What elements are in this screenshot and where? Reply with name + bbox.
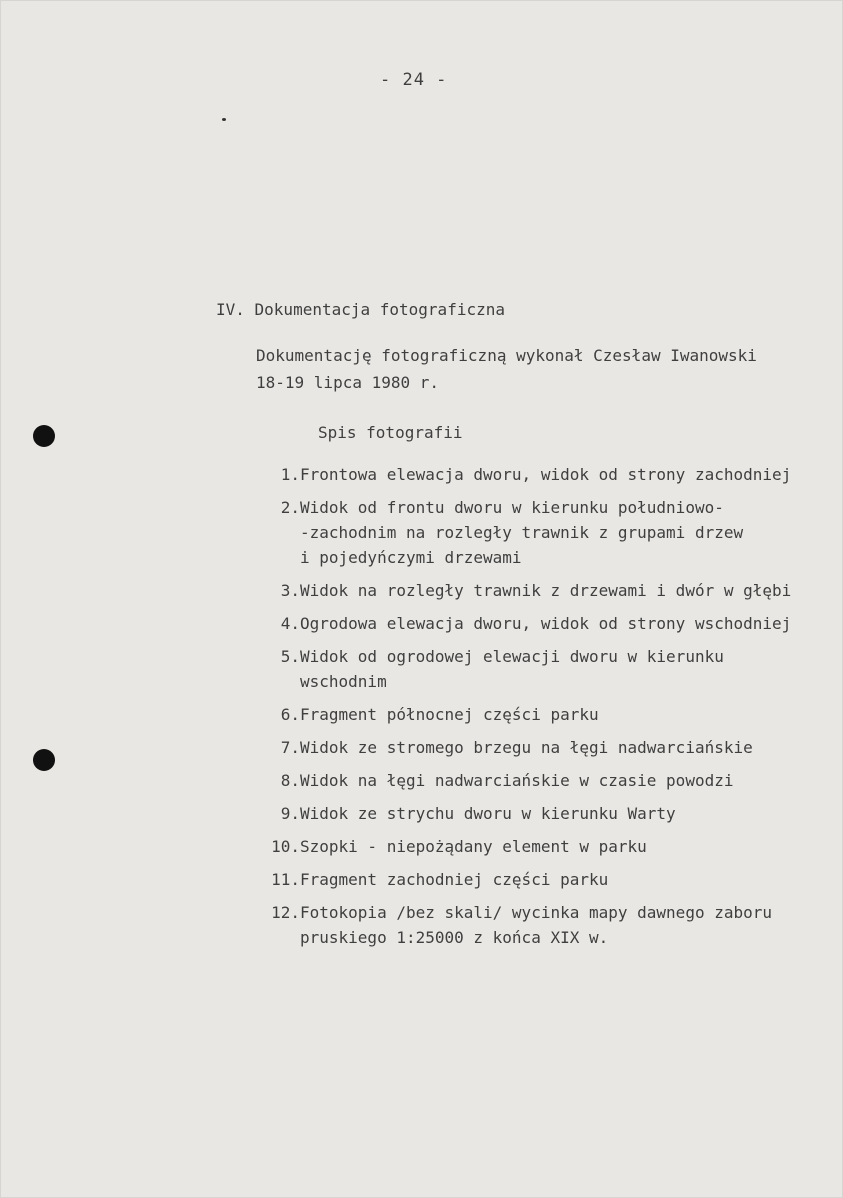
photo-description bbox=[300, 462, 791, 487]
photo-description bbox=[300, 578, 791, 603]
photo-description bbox=[300, 867, 608, 892]
photo-description bbox=[300, 900, 772, 950]
photo-description bbox=[300, 801, 676, 826]
photo-description-line: Fotokopia /bez skali/ wycinka mapy dawnego zaboru bbox=[300, 903, 773, 922]
intro-line: Dokumentację fotograficzną wykonał Czesław Iwanowski bbox=[256, 346, 757, 365]
intro-paragraph bbox=[256, 342, 757, 396]
photo-list-item bbox=[258, 462, 791, 487]
photo-description-line: Widok ze strychu dworu w kierunku Warty bbox=[300, 804, 676, 823]
photo-description-line: wschodnim bbox=[300, 672, 387, 691]
photo-list-item bbox=[258, 702, 791, 727]
photo-list-item bbox=[258, 578, 791, 603]
photo-number: 8. bbox=[280, 771, 300, 790]
photo-list-item bbox=[258, 801, 791, 826]
photo-description bbox=[300, 644, 724, 694]
photo-list bbox=[258, 462, 791, 958]
photo-description-line: Frontowa elewacja dworu, widok od strony zachodniej bbox=[300, 465, 792, 484]
punch-hole bbox=[33, 425, 55, 447]
photo-description-line: Fragment północnej części parku bbox=[300, 705, 599, 724]
photo-description-line: -zachodnim na rozległy trawnik z grupami drzew bbox=[300, 523, 744, 542]
scan-speck bbox=[222, 118, 226, 121]
photo-number: 2. bbox=[280, 498, 300, 517]
photo-description bbox=[300, 611, 791, 636]
photo-description-line: Ogrodowa elewacja dworu, widok od strony wschodniej bbox=[300, 614, 792, 633]
photo-number: 6. bbox=[280, 705, 300, 724]
photo-description bbox=[300, 768, 733, 793]
punch-hole bbox=[33, 749, 55, 771]
photo-number: 1. bbox=[280, 465, 300, 484]
photo-number: 5. bbox=[280, 647, 300, 666]
photo-number: 12. bbox=[271, 903, 300, 922]
page-number: - 24 - bbox=[380, 70, 448, 90]
photo-number: 3. bbox=[280, 581, 300, 600]
photo-description bbox=[300, 702, 599, 727]
photo-list-item bbox=[258, 900, 791, 950]
intro-line: 18-19 lipca 1980 r. bbox=[256, 373, 440, 392]
photo-list-item bbox=[258, 611, 791, 636]
photo-description-line: Szopki - niepożądany element w parku bbox=[300, 837, 647, 856]
photo-list-item bbox=[258, 735, 791, 760]
photo-description-line: pruskiego 1:25000 z końca XIX w. bbox=[300, 928, 609, 947]
photo-description bbox=[300, 495, 743, 570]
photo-list-item bbox=[258, 495, 791, 570]
photo-description bbox=[300, 735, 753, 760]
photo-list-item bbox=[258, 644, 791, 694]
photo-description-line: Fragment zachodniej części parku bbox=[300, 870, 609, 889]
photo-description-line: Widok ze stromego brzegu na łęgi nadwarciańskie bbox=[300, 738, 753, 757]
photo-number: 7. bbox=[280, 738, 300, 757]
photo-description-line: Widok od frontu dworu w kierunku południowo- bbox=[300, 498, 724, 517]
photo-description-line: Widok od ogrodowej elewacji dworu w kierunku bbox=[300, 647, 724, 666]
photo-number: 9. bbox=[280, 804, 300, 823]
photo-list-item bbox=[258, 768, 791, 793]
photo-number: 4. bbox=[280, 614, 300, 633]
photo-list-item bbox=[258, 834, 791, 859]
section-title: IV. Dokumentacja fotograficzna bbox=[216, 300, 505, 319]
photo-description-line: i pojedyńczymi drzewami bbox=[300, 548, 522, 567]
photo-number: 10. bbox=[271, 837, 300, 856]
photo-description-line: Widok na łęgi nadwarciańskie w czasie powodzi bbox=[300, 771, 734, 790]
photo-description bbox=[300, 834, 647, 859]
photo-list-heading: Spis fotografii bbox=[318, 423, 463, 442]
photo-number: 11. bbox=[271, 870, 300, 889]
photo-list-item bbox=[258, 867, 791, 892]
photo-description-line: Widok na rozległy trawnik z drzewami i dwór w głębi bbox=[300, 581, 792, 600]
